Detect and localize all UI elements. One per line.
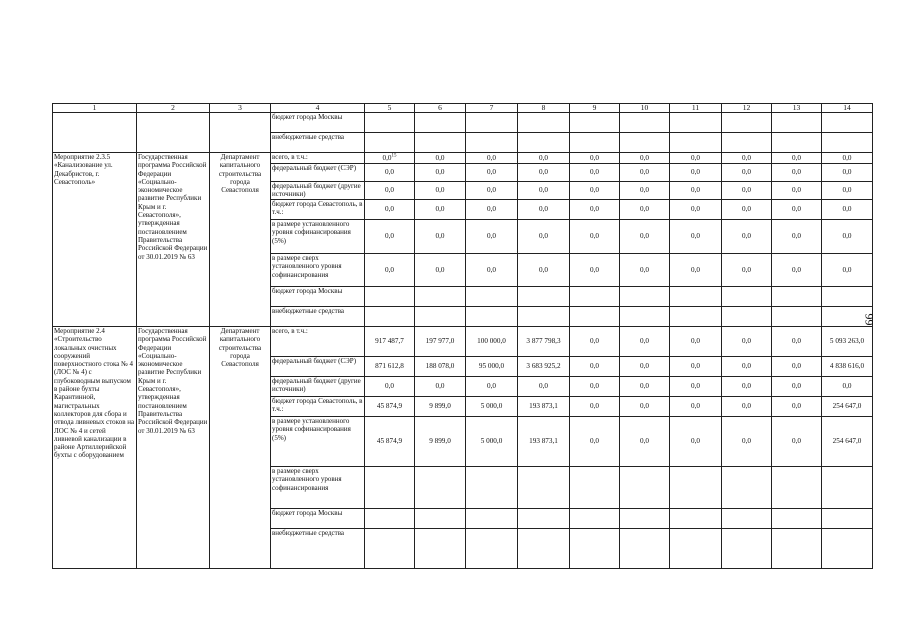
value-cell: 0,0 [772, 200, 822, 220]
value-cell: 0,0 [670, 153, 722, 164]
value-cell [518, 287, 570, 307]
value-cell: 0,0 [466, 200, 518, 220]
value-cell: 0,0 [772, 417, 822, 467]
value-cell: 5 093 263,0 [822, 327, 873, 357]
value-cell: 0,0 [570, 254, 620, 287]
col-header: 2 [137, 104, 210, 113]
value-cell: 0,0 [415, 220, 466, 254]
value-cell [822, 467, 873, 509]
value-cell: 0,0 [670, 417, 722, 467]
table-row [53, 153, 873, 164]
value-cell [365, 529, 415, 569]
value-cell [722, 509, 772, 529]
value-cell: 0,0 [822, 220, 873, 254]
value-cell [365, 509, 415, 529]
value-cell: 0,0 [518, 153, 570, 164]
value-cell: 0,0 [365, 377, 415, 397]
value-cell [620, 307, 670, 327]
value-cell: 0,0 [570, 153, 620, 164]
col-header: 3 [210, 104, 271, 113]
source-label: всего, в т.ч.: [271, 327, 365, 357]
value-cell [365, 307, 415, 327]
col-header: 9 [570, 104, 620, 113]
empty-cell [53, 113, 137, 153]
value-cell: 0,0 [570, 182, 620, 200]
value-cell: 0,0 [822, 182, 873, 200]
value-cell [518, 529, 570, 569]
value-text: 0,0 [382, 153, 392, 162]
value-cell: 0,0 [466, 254, 518, 287]
col-header: 4 [271, 104, 365, 113]
value-text: 0,0 [385, 205, 394, 214]
col-header: 8 [518, 104, 570, 113]
value-cell: 0,0 [722, 377, 772, 397]
value-cell: 0,0 [620, 377, 670, 397]
value-cell: 0,0 [466, 153, 518, 164]
value-cell: 0,0 [415, 182, 466, 200]
table-row [53, 113, 873, 133]
footnote-mark: 15 [391, 153, 397, 159]
value-cell [466, 467, 518, 509]
value-cell: 0,0 [620, 327, 670, 357]
value-cell: 0,0 [670, 182, 722, 200]
value-cell: 0,0 [772, 397, 822, 417]
value-cell: 0,0 [620, 220, 670, 254]
source-label: бюджет города Москвы [271, 509, 365, 529]
value-cell: 188 078,0 [415, 357, 466, 377]
value-cell [466, 307, 518, 327]
value-cell [365, 220, 415, 254]
value-cell: 0,0 [772, 254, 822, 287]
col-header: 1 [53, 104, 137, 113]
value-cell: 0,0 [466, 182, 518, 200]
value-cell: 0,0 [620, 357, 670, 377]
value-cell: 9 899,0 [415, 397, 466, 417]
source-label: в размере сверх установленного уровня софинансирования [271, 467, 365, 509]
value-cell: 0,0 [722, 357, 772, 377]
value-cell: 0,0 [670, 397, 722, 417]
empty-cell [210, 113, 271, 153]
value-cell [518, 509, 570, 529]
value-cell: 0,0 [722, 397, 772, 417]
program-name: Государственная программа Российской Федерации «Социально-экономическое развитие Республики Крым и г. Севастополя», утвержденная постановлением Правительства Российской Федерации от 30.01.2019 № 63 [137, 327, 210, 569]
value-cell [722, 307, 772, 327]
value-cell [772, 509, 822, 529]
value-cell: 0,0 [722, 200, 772, 220]
value-cell: 0,0 [772, 182, 822, 200]
value-cell [570, 287, 620, 307]
value-cell: 0,0 [670, 164, 722, 182]
value-cell [722, 287, 772, 307]
value-cell [722, 467, 772, 509]
value-cell: 0,0 [518, 164, 570, 182]
value-cell: 0,0 [722, 417, 772, 467]
value-cell [415, 287, 466, 307]
value-cell: 0,0 [620, 164, 670, 182]
value-cell [365, 164, 415, 182]
source-label: бюджет города Москвы [271, 113, 365, 133]
value-cell: 0,0 [620, 200, 670, 220]
col-header: 12 [722, 104, 772, 113]
value-cell: 3 683 925,2 [518, 357, 570, 377]
value-cell [570, 509, 620, 529]
value-cell [518, 467, 570, 509]
value-cell: 0,0 [466, 220, 518, 254]
value-cell: 0,0 [822, 254, 873, 287]
value-cell [670, 287, 722, 307]
value-cell: 0,0 [570, 357, 620, 377]
header-row [53, 104, 873, 113]
source-label: в размере установленного уровня софинансирования (5%) [271, 417, 365, 467]
value-cell: 0,0 [415, 377, 466, 397]
value-cell: 0,0 [466, 164, 518, 182]
value-cell: 0,0 [570, 397, 620, 417]
col-header: 11 [670, 104, 722, 113]
value-cell: 0,0 [722, 220, 772, 254]
value-cell [365, 287, 415, 307]
source-label: всего, в т.ч.: [271, 153, 365, 164]
value-cell [822, 529, 873, 569]
value-cell: 0,0 [466, 377, 518, 397]
value-cell: 0,0 [570, 417, 620, 467]
value-cell: 197 977,0 [415, 327, 466, 357]
value-cell [570, 529, 620, 569]
value-cell: 45 874,9 [365, 397, 415, 417]
value-cell: 917 487,7 [365, 327, 415, 357]
value-cell: 3 877 798,3 [518, 327, 570, 357]
source-label: федеральный бюджет (другие источники) [271, 377, 365, 397]
value-cell: 0,0 [415, 200, 466, 220]
value-cell: 0,0 [570, 200, 620, 220]
value-cell: 0,0 [518, 220, 570, 254]
value-cell: 5 000,0 [466, 417, 518, 467]
value-cell [670, 509, 722, 529]
value-cell: 193 873,1 [518, 417, 570, 467]
value-cell: 0,0 [670, 377, 722, 397]
department-name: Департамент капитального строительства города Севастополя [210, 153, 271, 327]
value-cell [620, 287, 670, 307]
value-cell: 4 838 616,0 [822, 357, 873, 377]
value-text: 0,0 [385, 232, 394, 241]
value-cell: 0,0 [518, 182, 570, 200]
value-cell: 0,0 [722, 164, 772, 182]
value-cell: 0,0 [822, 200, 873, 220]
value-cell: 0,0 [518, 254, 570, 287]
source-label: федеральный бюджет (другие источники) [271, 182, 365, 200]
value-cell: 0,0 [772, 327, 822, 357]
value-cell [822, 287, 873, 307]
value-cell: 0,0 [670, 200, 722, 220]
value-cell: 0,0 [822, 377, 873, 397]
value-cell: 95 000,0 [466, 357, 518, 377]
col-header: 5 [365, 104, 415, 113]
value-cell: 0,0 [772, 153, 822, 164]
value-cell [365, 200, 415, 220]
value-cell [822, 509, 873, 529]
program-name: Государственная программа Российской Федерации «Социально-экономическое развитие Республики Крым и г. Севастополя», утвержденная постановлением Правительства Российской Федерации от 30.01.2019 № 63 [137, 153, 210, 327]
value-text: 0,0 [385, 186, 394, 195]
source-label: внебюджетные средства [271, 133, 365, 153]
source-label: бюджет города Севастополь, в т.ч.: [271, 397, 365, 417]
col-header: 7 [466, 104, 518, 113]
source-label: бюджет города Севастополь, в т.ч.: [271, 200, 365, 220]
value-cell: 0,0 [722, 327, 772, 357]
source-label: в размере установленного уровня софинансирования (5%) [271, 220, 365, 254]
value-cell: 193 873,1 [518, 397, 570, 417]
col-header: 13 [772, 104, 822, 113]
value-cell [466, 509, 518, 529]
value-cell [365, 254, 415, 287]
value-cell [670, 307, 722, 327]
empty-cell [137, 113, 210, 153]
value-cell: 0,0 [570, 220, 620, 254]
value-cell: 0,0 [670, 254, 722, 287]
value-cell: 0,0 [415, 164, 466, 182]
source-label: федеральный бюджет (СЭР) [271, 164, 365, 182]
source-label: бюджет города Москвы [271, 287, 365, 307]
value-cell [415, 467, 466, 509]
value-cell: 0,0 [822, 164, 873, 182]
funding-table [52, 103, 873, 569]
page-number: 99 [862, 313, 877, 326]
value-cell: 0,0 [570, 377, 620, 397]
value-cell: 0,0 [620, 417, 670, 467]
value-cell [670, 529, 722, 569]
department-name: Департамент капитального строительства города Севастополя [210, 327, 271, 569]
value-cell [570, 307, 620, 327]
value-cell: 0,0 [570, 327, 620, 357]
source-label: внебюджетные средства [271, 307, 365, 327]
value-cell: 0,0 [620, 397, 670, 417]
value-cell [772, 529, 822, 569]
col-header: 14 [822, 104, 873, 113]
value-cell [466, 529, 518, 569]
value-cell: 0,0 [415, 254, 466, 287]
value-cell [570, 467, 620, 509]
value-cell [620, 509, 670, 529]
source-label: в размере сверх установленного уровня софинансирования [271, 254, 365, 287]
value-cell: 0,0 [670, 327, 722, 357]
value-cell: 0,0 [620, 153, 670, 164]
value-cell [518, 307, 570, 327]
value-cell: 0,0 [670, 357, 722, 377]
value-cell [415, 307, 466, 327]
value-cell: 0,0 [822, 153, 873, 164]
col-header: 6 [415, 104, 466, 113]
value-cell: 0,0 [415, 153, 466, 164]
value-cell: 100 000,0 [466, 327, 518, 357]
value-cell [722, 529, 772, 569]
event-name: Мероприятие 2.3.5 «Канализование ул. Декабристов, г. Севастополь» [53, 153, 137, 327]
value-cell: 0,0 [620, 254, 670, 287]
value-cell: 0,0 [670, 220, 722, 254]
event-name: Мероприятие 2.4 «Строительство локальных очистных сооружений поверхностного стока № 4 (ЛОС № 4) с глубоководным выпуском в районе бухты Карантинной, магистральных коллекторов для сбора и отвода ливневых стоков на ЛОС № 4 и сетей ливневой канализации в районе Артиллерийской бухты с оборудованием [53, 327, 137, 569]
value-cell [365, 182, 415, 200]
value-cell: 0,0 [518, 377, 570, 397]
value-cell: 0,0 [518, 200, 570, 220]
value-cell: 254 647,0 [822, 417, 873, 467]
value-cell: 45 874,9 [365, 417, 415, 467]
value-cell: 0,0 [772, 164, 822, 182]
value-cell: 0,0 [570, 164, 620, 182]
value-cell: 871 612,8 [365, 357, 415, 377]
table-row [53, 327, 873, 357]
value-cell [772, 287, 822, 307]
value-cell [365, 153, 415, 164]
value-cell [415, 509, 466, 529]
value-cell: 0,0 [772, 357, 822, 377]
value-cell: 0,0 [722, 254, 772, 287]
value-cell [620, 467, 670, 509]
value-cell [772, 467, 822, 509]
col-header: 10 [620, 104, 670, 113]
value-cell [670, 467, 722, 509]
value-cell [365, 467, 415, 509]
value-cell: 0,0 [722, 182, 772, 200]
value-cell [415, 529, 466, 569]
value-cell [620, 529, 670, 569]
value-cell [772, 307, 822, 327]
value-cell: 0,0 [772, 377, 822, 397]
value-text: 0,0 [385, 265, 394, 274]
value-cell: 0,0 [772, 220, 822, 254]
value-cell: 254 647,0 [822, 397, 873, 417]
source-label: внебюджетные средства [271, 529, 365, 569]
value-cell [466, 287, 518, 307]
value-text: 0,0 [385, 168, 394, 177]
value-cell: 5 000,0 [466, 397, 518, 417]
value-cell: 0,0 [722, 153, 772, 164]
value-cell: 9 899,0 [415, 417, 466, 467]
value-cell: 0,0 [620, 182, 670, 200]
source-label: федеральный бюджет (СЭР) [271, 357, 365, 377]
